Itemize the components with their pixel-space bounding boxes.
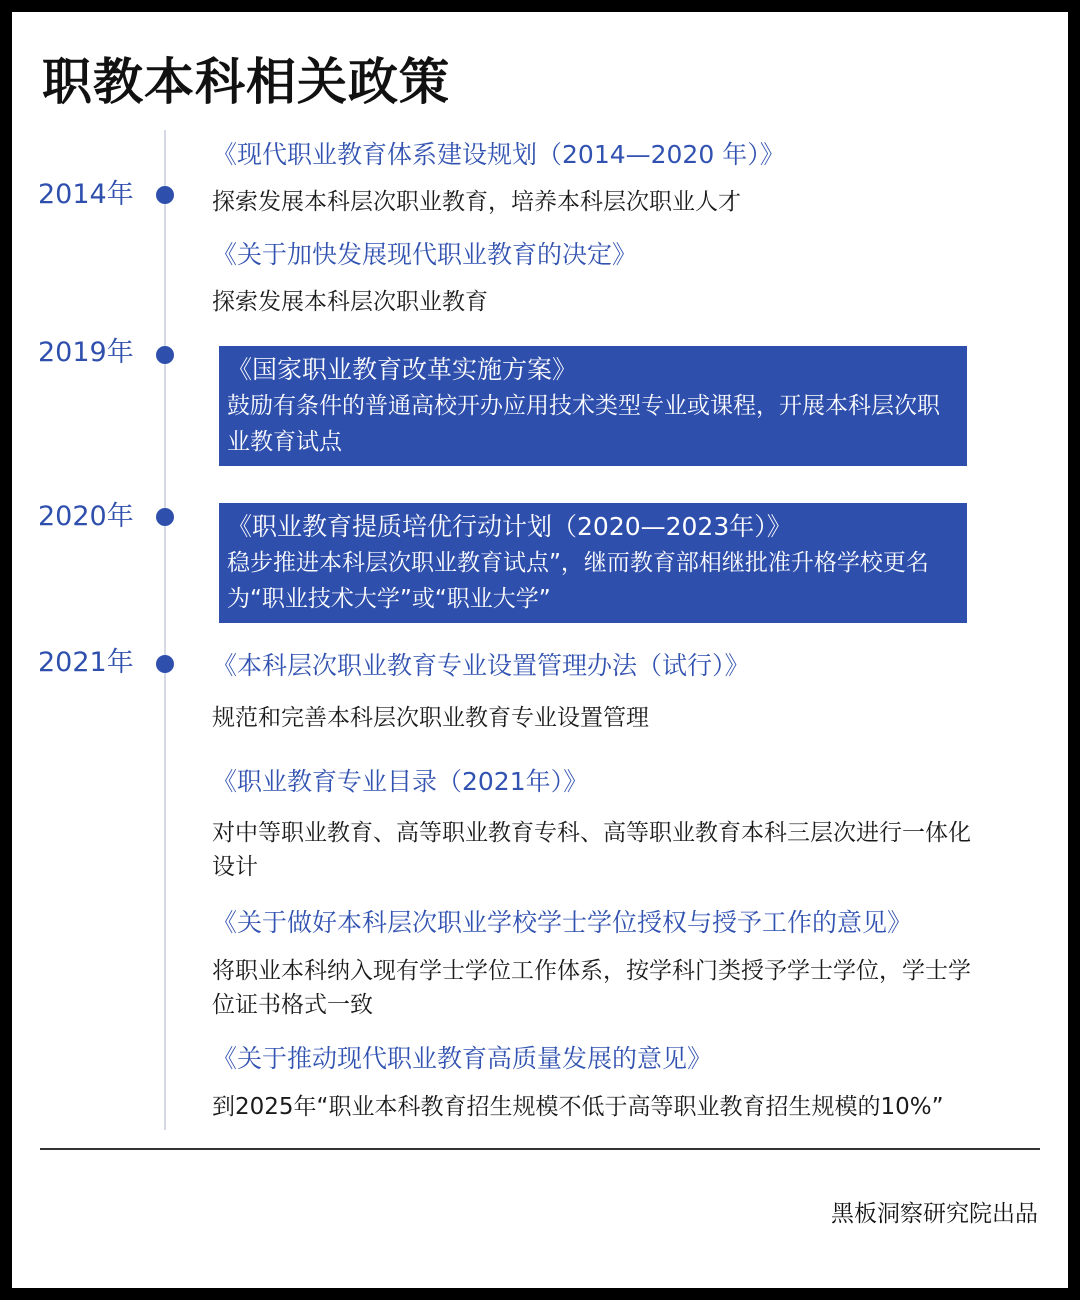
footer-credit: 黑板洞察研究院出品	[831, 1201, 1038, 1227]
timeline-dot-2014	[156, 186, 174, 204]
policy-title: 《本科层次职业教育专业设置管理办法（试行）》	[212, 651, 750, 680]
policy-description: 将职业本科纳入现有学士学位工作体系，按学科门类授予学士学位，学士学位证书格式一致	[212, 958, 971, 1018]
year-2019: 2019年	[38, 337, 134, 368]
policy-title: 《职业教育专业目录（2021年）》	[212, 767, 589, 796]
timeline-line	[164, 130, 166, 1130]
policy-description: 探索发展本科层次职业教育	[212, 289, 488, 315]
year-2014: 2014年	[38, 179, 134, 210]
policy-title: 《关于做好本科层次职业学校学士学位授权与授予工作的意见》	[212, 908, 913, 937]
year-2021: 2021年	[38, 647, 134, 678]
timeline-dot-2021	[156, 655, 174, 673]
year-2020: 2020年	[38, 501, 134, 532]
policy-description: 探索发展本科层次职业教育，培养本科层次职业人才	[212, 189, 741, 215]
timeline-dot-2020	[156, 508, 174, 526]
policy-description: 规范和完善本科层次职业教育专业设置管理	[212, 705, 649, 731]
policy-title: 《关于加快发展现代职业教育的决定》	[212, 240, 638, 269]
policy-title: 《现代职业教育体系建设规划（2014—2020 年）》	[212, 140, 785, 169]
policy-title: 《职业教育提质培优行动计划（2020—2023年）》	[227, 512, 792, 541]
divider	[40, 1148, 1040, 1150]
highlight-box-2019	[219, 346, 967, 466]
policy-title: 《关于推动现代职业教育高质量发展的意见》	[212, 1044, 713, 1073]
policy-description: 对中等职业教育、高等职业教育专科、高等职业教育本科三层次进行一体化设计	[212, 820, 971, 880]
policy-description: 稳步推进本科层次职业教育试点”，继而教育部相继批准升格学校更名为“职业技术大学”或“职业大学”	[227, 550, 929, 612]
policy-title: 《国家职业教育改革实施方案》	[227, 355, 578, 384]
policy-description: 到2025年“职业本科教育招生规模不低于高等职业教育招生规模的10%”	[212, 1094, 944, 1120]
page-title: 职教本科相关政策	[42, 53, 450, 111]
highlight-box-2020	[219, 503, 967, 623]
poster	[12, 12, 1068, 1288]
policy-description: 鼓励有条件的普通高校开办应用技术类型专业或课程，开展本科层次职业教育试点	[227, 393, 940, 455]
timeline-dot-2019	[156, 346, 174, 364]
